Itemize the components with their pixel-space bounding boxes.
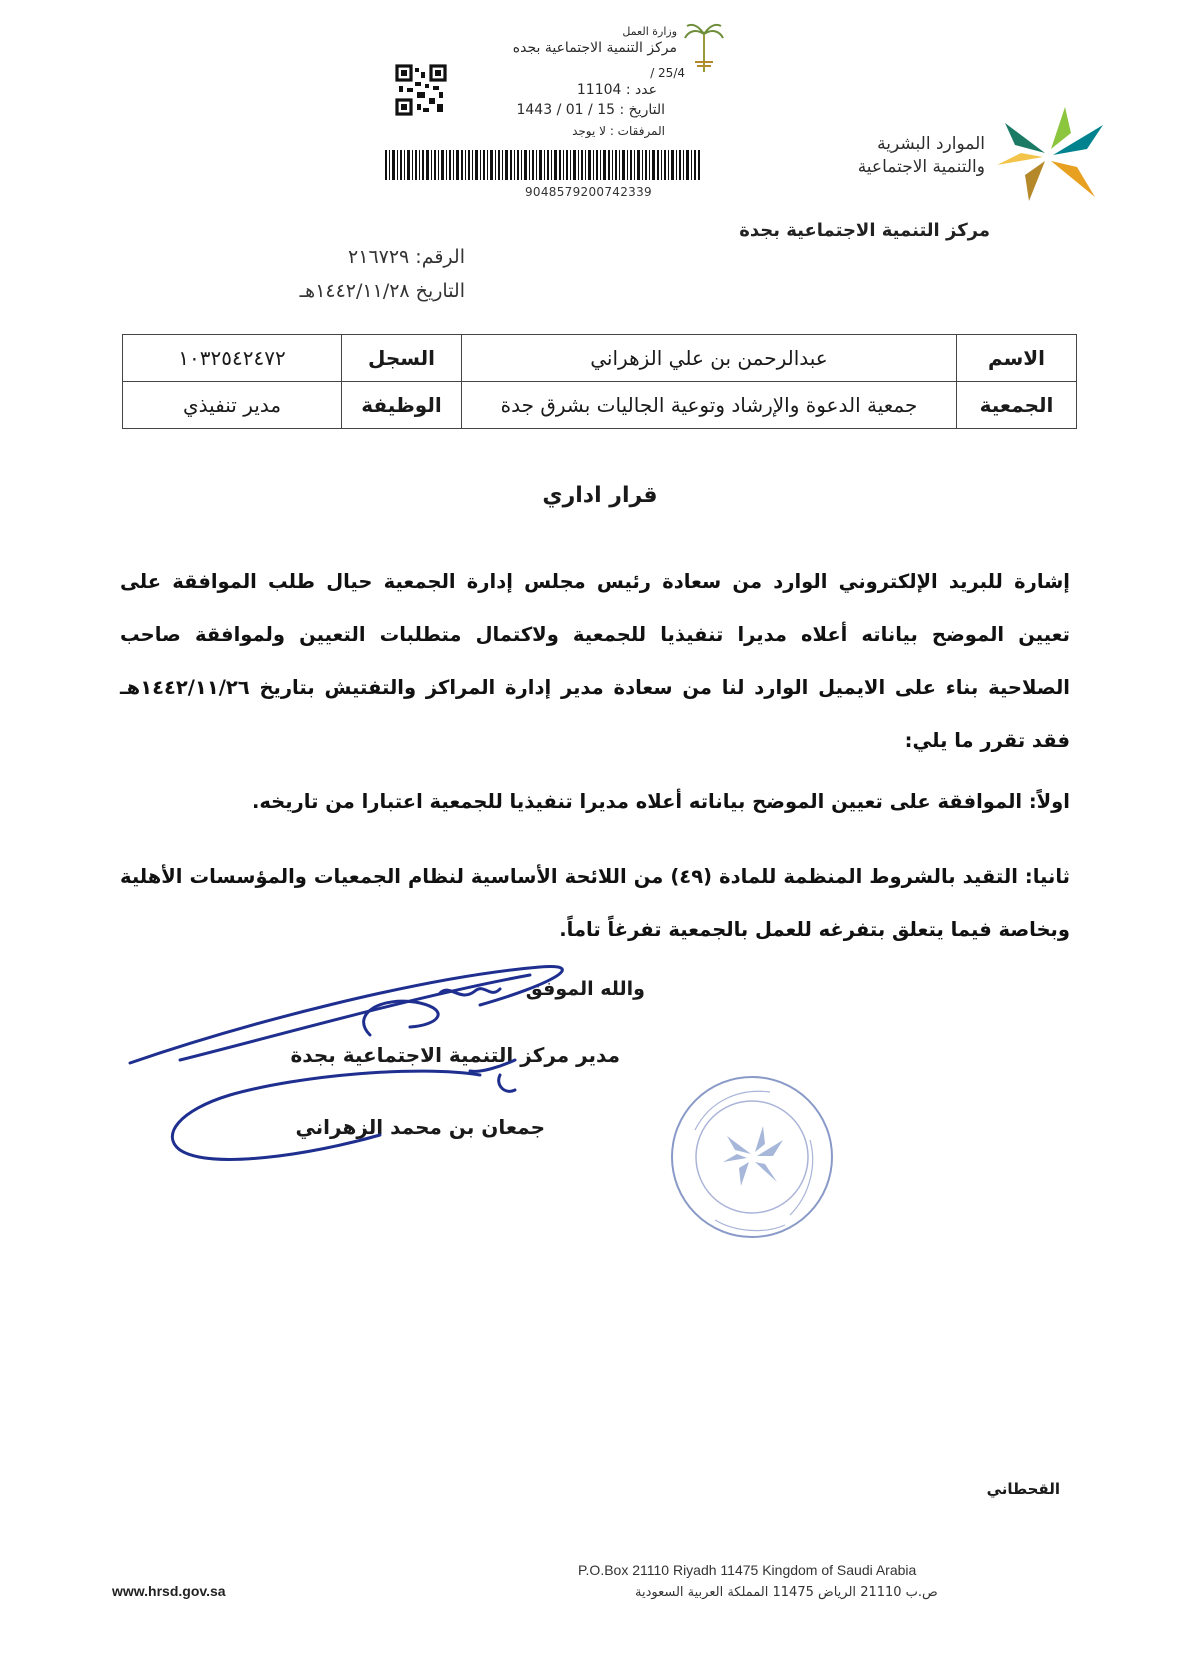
hrsd-star-logo-icon <box>995 105 1105 205</box>
official-seal-icon <box>665 1070 840 1245</box>
footer-website-link[interactable]: www.hrsd.gov.sa <box>112 1583 226 1599</box>
signatory-title: مدير مركز التنمية الاجتماعية بجدة <box>290 1043 620 1067</box>
decision-item-second: ثانيا: التقيد بالشروط المنظمة للمادة (٤٩) من اللائحة الأساسية لنظام الجمعيات والمؤسسات الأهلية وبخاصة فيما يتعلق بتفرغه للعمل بالجمعية تفرغاً تاماً. <box>120 865 1070 941</box>
document-title: قرار اداري <box>542 483 658 508</box>
footer-address-en: P.O.Box 21110 Riyadh 11475 Kingdom of Saudi Arabia <box>578 1562 917 1578</box>
name-label: الاسم <box>957 335 1077 382</box>
name-value: عبدالرحمن بن علي الزهراني <box>462 335 957 382</box>
registry-value: ١٠٣٢٥٤٢٤٧٢ <box>123 335 342 382</box>
association-label: الجمعية <box>957 382 1077 429</box>
stamp-number: عدد : 11104 <box>576 82 657 98</box>
barcode-icon <box>385 150 700 190</box>
signatory-name: جمعان بن محمد الزهراني <box>295 1115 545 1139</box>
table-row <box>123 335 1077 382</box>
handwritten-signature-icon <box>120 955 640 1195</box>
closing-phrase: والله الموفق <box>525 978 645 1000</box>
ministry-label: وزارة العمل <box>622 25 677 38</box>
footer-address-ar: ص.ب 21110 الرياض 11475 المملكة العربية السعودية <box>635 1585 938 1600</box>
table-row <box>123 382 1077 429</box>
subject-info-table <box>122 334 1077 429</box>
barcode-number: 9048579200742339 <box>525 185 652 199</box>
association-value: جمعية الدعوة والإرشاد وتوعية الجاليات بشرق جدة <box>462 382 957 429</box>
typist-initials: القحطاني <box>986 1480 1060 1498</box>
hrsd-logo <box>775 105 1105 205</box>
stamp-center-name: مركز التنمية الاجتماعية بجده <box>512 40 677 56</box>
registry-label: السجل <box>342 335 462 382</box>
logo-line-1: الموارد البشرية <box>877 134 985 154</box>
issuing-center-name: مركز التنمية الاجتماعية بجدة <box>739 220 990 241</box>
decision-item-first: اولاً: الموافقة على تعيين الموضح بياناته أعلاه مديرا تنفيذيا للجمعية اعتبارا من تاريخه. <box>251 790 1070 813</box>
stamp-date: التاريخ : 15 / 01 / 1443 <box>516 102 665 118</box>
intro-paragraph: إشارة للبريد الإلكتروني الوارد من سعادة رئيس مجلس إدارة الجمعية حيال طلب الموافقة على تعيين الموضح بياناته أعلاه مديرا تنفيذيا للجمعية ولاكتمال متطلبات التعيين ولموافقة صاحب الصلاحية بناء على الايميل الوارد لنا من سعادة مدير إدارة المراكز والتفتيش بتاريخ ١٤٤٢/١١/٢٦هـ فقد تقرر ما يلي: <box>120 570 1070 752</box>
stamp-attachments: المرفقات : لا يوجد <box>572 124 665 138</box>
position-label: الوظيفة <box>342 382 462 429</box>
inbound-stamp <box>385 22 725 207</box>
logo-line-2: والتنمية الاجتماعية <box>857 157 985 177</box>
reference-number: الرقم: ٢١٦٧٢٩ <box>348 246 465 268</box>
qr-code-icon <box>395 64 447 116</box>
stamp-sequence: 25/4 / <box>650 66 685 80</box>
reference-block <box>235 240 465 308</box>
palm-emblem-icon <box>683 22 725 74</box>
position-value: مدير تنفيذي <box>123 382 342 429</box>
reference-date: التاريخ ١٤٤٢/١١/٢٨هـ <box>299 280 465 302</box>
